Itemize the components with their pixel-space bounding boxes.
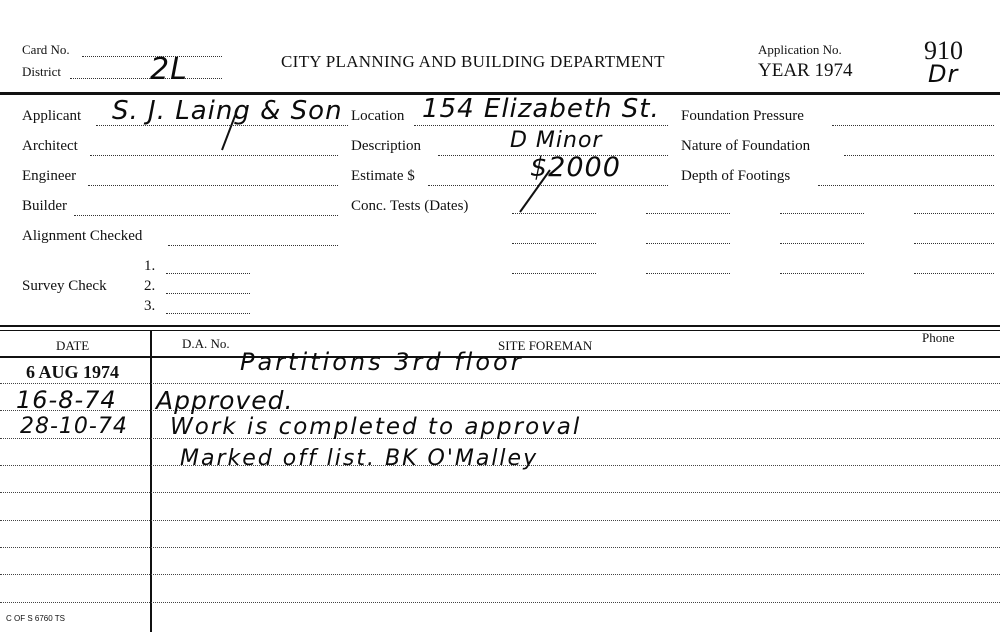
log-site-foreman-header: SITE FOREMAN	[498, 338, 593, 353]
application-number: 910	[924, 36, 963, 65]
log-row-4-entry: Marked off list. BK O'Malley	[180, 446, 539, 471]
log-row-3-date: 28-10-74	[20, 414, 128, 439]
log-row-2-entry: Approved.	[156, 386, 294, 415]
log-date-header: DATE	[56, 338, 90, 353]
location-value: 154 Elizabeth St.	[422, 94, 660, 124]
log-da-no-header: D.A. No.	[182, 336, 230, 351]
log-rule	[0, 410, 1000, 411]
survey-check-label: Survey Check	[22, 278, 107, 294]
log-row-1-date: 6 AUG 1974	[26, 362, 120, 382]
survey-3-label: 3.	[144, 298, 156, 314]
log-rule	[0, 383, 1000, 384]
pen-stroke	[222, 108, 238, 150]
year-label: YEAR 1974	[758, 60, 853, 81]
district-label: District	[22, 64, 61, 79]
conc-tests-label: Conc. Tests (Dates)	[351, 198, 469, 214]
log-row-1-entry: Partitions 3rd floor	[240, 348, 524, 376]
description-label: Description	[351, 138, 421, 154]
log-rule	[0, 520, 1000, 521]
log-rule	[0, 492, 1000, 493]
architect-label: Architect	[22, 138, 78, 154]
survey-1-label: 1.	[144, 258, 156, 274]
log-phone-header: Phone	[922, 330, 955, 345]
nature-of-foundation-label: Nature of Foundation	[681, 138, 811, 154]
log-rule	[0, 602, 1000, 603]
builder-label: Builder	[22, 198, 67, 214]
description-value: D Minor	[510, 128, 603, 153]
alignment-label: Alignment Checked	[22, 228, 143, 244]
form-code: C OF S 6760 TS	[6, 614, 65, 623]
estimate-label: Estimate $	[351, 168, 415, 184]
log-rule-top	[0, 325, 1000, 327]
log-column-divider	[150, 331, 152, 632]
foundation-pressure-label: Foundation Pressure	[681, 108, 804, 124]
log-rule	[0, 574, 1000, 575]
applicant-value: S. J. Laing & Son	[112, 96, 343, 126]
engineer-label: Engineer	[22, 168, 77, 184]
card-no-label: Card No.	[22, 42, 70, 57]
estimate-value: $2000	[530, 152, 621, 183]
log-row-3-entry: Work is completed to approval	[170, 414, 582, 440]
application-no-label: Application No.	[758, 42, 842, 57]
application-mark: Dr	[928, 60, 959, 88]
department-title: CITY PLANNING AND BUILDING DEPARTMENT	[281, 52, 665, 71]
log-rule	[0, 547, 1000, 548]
pen-stroke	[520, 170, 550, 212]
log-row-2-date: 16-8-74	[16, 386, 117, 414]
depth-of-footings-label: Depth of Footings	[681, 168, 791, 184]
survey-2-label: 2.	[144, 278, 156, 294]
applicant-label: Applicant	[22, 108, 82, 124]
location-label: Location	[351, 108, 405, 124]
district-value: 2L	[150, 52, 188, 87]
